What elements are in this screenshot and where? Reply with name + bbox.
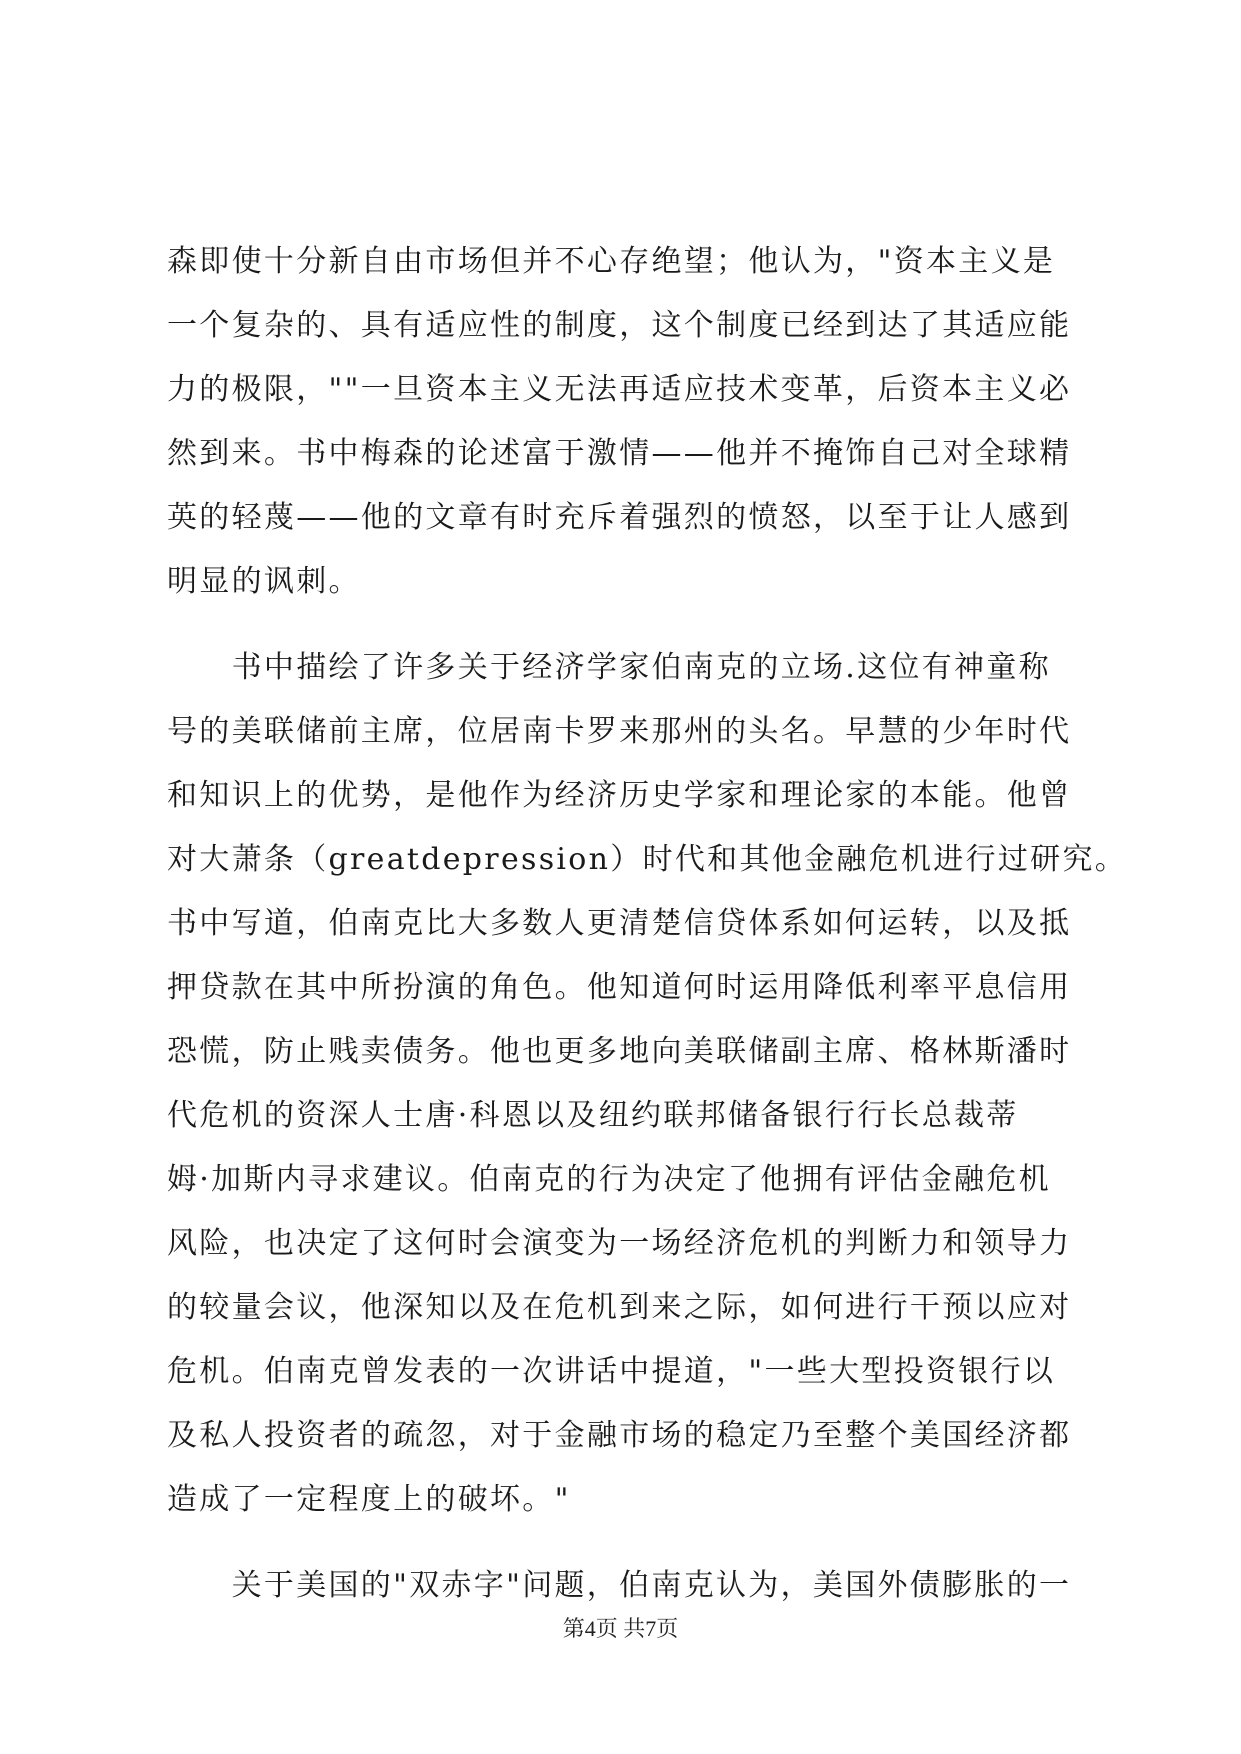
text-line: 明显的讽刺。 xyxy=(167,564,361,599)
text-line: 对大萧条（greatdepression）时代和其他金融危机进行过研究。 xyxy=(167,842,1128,877)
document-body xyxy=(167,230,1128,1618)
text-line: 恐慌，防止贱卖债务。他也更多地向美联储副主席、格林斯潘时 xyxy=(167,1034,1072,1069)
text-line: 森即使十分新自由市场但并不心存绝望；他认为，"资本主义是 xyxy=(167,244,1056,279)
text-line: 和知识上的优势，是他作为经济历史学家和理论家的本能。他曾 xyxy=(167,778,1072,813)
text-line: 关于美国的"双赤字"问题，伯南克认为，美国外债膨胀的一 xyxy=(167,1568,1072,1603)
paragraph-3 xyxy=(167,1554,1087,1618)
text-line: 的较量会议，他深知以及在危机到来之际，如何进行干预以应对 xyxy=(167,1290,1072,1325)
text-line: 英的轻蔑——他的文章有时充斥着强烈的愤怒，以至于让人感到 xyxy=(167,500,1072,535)
page-number: 第4页 共7页 xyxy=(562,1616,679,1641)
text-line: 风险，也决定了这何时会演变为一场经济危机的判断力和领导力 xyxy=(167,1226,1072,1261)
text-line: 然到来。书中梅森的论述富于激情——他并不掩饰自己对全球精 xyxy=(167,436,1072,471)
text-line: 危机。伯南克曾发表的一次讲话中提道，"一些大型投资银行以 xyxy=(167,1354,1056,1389)
paragraph-1 xyxy=(167,230,1087,614)
text-line: 及私人投资者的疏忽，对于金融市场的稳定乃至整个美国经济都 xyxy=(167,1418,1072,1453)
text-line: 押贷款在其中所扮演的角色。他知道何时运用降低利率平息信用 xyxy=(167,970,1072,1005)
paragraph-2 xyxy=(167,636,1128,1532)
text-line: 书中写道，伯南克比大多数人更清楚信贷体系如何运转，以及抵 xyxy=(167,906,1072,941)
text-line: 号的美联储前主席，位居南卡罗来那州的头名。早慧的少年时代 xyxy=(167,714,1072,749)
text-line: 造成了一定程度上的破坏。" xyxy=(167,1482,571,1517)
text-line: 代危机的资深人士唐·科恩以及纽约联邦储备银行行长总裁蒂 xyxy=(167,1098,1019,1133)
text-line: 力的极限，""一旦资本主义无法再适应技术变革，后资本主义必 xyxy=(167,372,1072,407)
paragraph-gap xyxy=(167,614,1087,636)
text-line: 姆·加斯内寻求建议。伯南克的行为决定了他拥有评估金融危机 xyxy=(167,1162,1051,1197)
text-line: 一个复杂的、具有适应性的制度，这个制度已经到达了其适应能 xyxy=(167,308,1072,343)
text-line: 书中描绘了许多关于经济学家伯南克的立场.这位有神童称 xyxy=(167,650,1051,685)
paragraph-gap xyxy=(167,1532,1087,1554)
